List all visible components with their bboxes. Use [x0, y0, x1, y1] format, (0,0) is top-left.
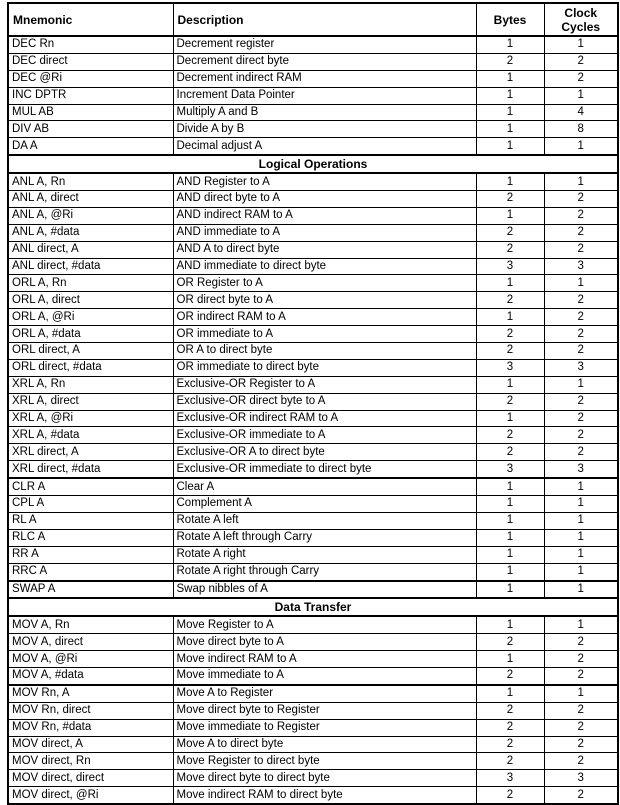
- header-clock-cycles-line2: Cycles: [561, 19, 601, 34]
- description-cell: Exclusive-OR indirect RAM to A: [173, 410, 476, 427]
- table-body: [8, 36, 618, 804]
- bytes-cell: 1: [476, 138, 544, 155]
- table-row: [8, 326, 618, 343]
- clock-cycles-cell: 2: [544, 393, 618, 410]
- table-row: [8, 207, 618, 224]
- bytes-cell: 1: [476, 121, 544, 138]
- description-cell: Exclusive-OR immediate to direct byte: [173, 461, 476, 478]
- bytes-cell: 2: [476, 326, 544, 343]
- table-row: [8, 461, 618, 478]
- description-cell: Complement A: [173, 496, 476, 513]
- description-cell: AND indirect RAM to A: [173, 207, 476, 224]
- description-cell: Move immediate to A: [173, 667, 476, 684]
- bytes-cell: 2: [476, 753, 544, 770]
- table-row: [8, 496, 618, 513]
- table-row: [8, 770, 618, 787]
- mnemonic-cell: XRL A, Rn: [8, 376, 173, 393]
- description-cell: Move immediate to Register: [173, 719, 476, 736]
- header-row: [8, 3, 618, 36]
- description-cell: Move A to direct byte: [173, 736, 476, 753]
- mnemonic-cell: ANL A, direct: [8, 191, 173, 208]
- description-cell: Rotate A right: [173, 546, 476, 563]
- clock-cycles-cell: 2: [544, 70, 618, 87]
- clock-cycles-cell: 1: [544, 581, 618, 599]
- description-cell: Increment Data Pointer: [173, 87, 476, 104]
- table-row: [8, 736, 618, 753]
- mnemonic-cell: MOV direct, direct: [8, 770, 173, 787]
- description-cell: Move direct byte to direct byte: [173, 770, 476, 787]
- table-row: [8, 667, 618, 684]
- bytes-cell: 3: [476, 258, 544, 275]
- clock-cycles-cell: 2: [544, 309, 618, 326]
- table-row: [8, 191, 618, 208]
- mnemonic-cell: ORL direct, A: [8, 343, 173, 360]
- clock-cycles-cell: 1: [544, 173, 618, 190]
- description-cell: Multiply A and B: [173, 104, 476, 121]
- section-data-transfer-title: Data Transfer: [8, 598, 618, 616]
- mnemonic-cell: ORL A, Rn: [8, 275, 173, 292]
- table-row: [8, 309, 618, 326]
- clock-cycles-cell: 2: [544, 634, 618, 651]
- bytes-cell: 2: [476, 444, 544, 461]
- description-cell: Move Register to A: [173, 616, 476, 633]
- mnemonic-cell: DEC @Ri: [8, 70, 173, 87]
- description-cell: OR A to direct byte: [173, 343, 476, 360]
- description-cell: AND immediate to A: [173, 224, 476, 241]
- mnemonic-cell: RR A: [8, 546, 173, 563]
- mnemonic-cell: ANL A, @Ri: [8, 207, 173, 224]
- table-row: [8, 512, 618, 529]
- description-cell: Decrement indirect RAM: [173, 70, 476, 87]
- clock-cycles-cell: 2: [544, 702, 618, 719]
- mnemonic-cell: ANL direct, #data: [8, 258, 173, 275]
- bytes-cell: 1: [476, 275, 544, 292]
- table-row: [8, 563, 618, 580]
- clock-cycles-cell: 3: [544, 359, 618, 376]
- table-row: [8, 529, 618, 546]
- bytes-cell: 3: [476, 770, 544, 787]
- description-cell: Rotate A right through Carry: [173, 563, 476, 580]
- table-row: [8, 546, 618, 563]
- bytes-cell: 2: [476, 292, 544, 309]
- description-cell: Divide A by B: [173, 121, 476, 138]
- bytes-cell: 3: [476, 461, 544, 478]
- clock-cycles-cell: 1: [544, 616, 618, 633]
- mnemonic-cell: ANL direct, A: [8, 241, 173, 258]
- table-row: [8, 258, 618, 275]
- mnemonic-cell: SWAP A: [8, 581, 173, 599]
- table-row: [8, 104, 618, 121]
- bytes-cell: 1: [476, 36, 544, 53]
- clock-cycles-cell: 2: [544, 241, 618, 258]
- bytes-cell: 1: [476, 410, 544, 427]
- mnemonic-cell: MOV direct, @Ri: [8, 787, 173, 804]
- bytes-cell: 2: [476, 634, 544, 651]
- table-row: [8, 685, 618, 702]
- clock-cycles-cell: 2: [544, 53, 618, 70]
- bytes-cell: 2: [476, 719, 544, 736]
- mnemonic-cell: MOV direct, Rn: [8, 753, 173, 770]
- table-row: [8, 376, 618, 393]
- description-cell: OR direct byte to A: [173, 292, 476, 309]
- table-row: [8, 275, 618, 292]
- header-clock-cycles: [544, 3, 618, 36]
- clock-cycles-cell: 2: [544, 651, 618, 668]
- mnemonic-cell: XRL A, @Ri: [8, 410, 173, 427]
- table-row: [8, 173, 618, 190]
- description-cell: AND A to direct byte: [173, 241, 476, 258]
- bytes-cell: 1: [476, 376, 544, 393]
- clock-cycles-cell: 2: [544, 410, 618, 427]
- description-cell: Exclusive-OR A to direct byte: [173, 444, 476, 461]
- mnemonic-cell: MOV A, direct: [8, 634, 173, 651]
- description-cell: Move direct byte to A: [173, 634, 476, 651]
- bytes-cell: 1: [476, 87, 544, 104]
- table-row: [8, 616, 618, 633]
- clock-cycles-cell: 2: [544, 667, 618, 684]
- description-cell: Decrement direct byte: [173, 53, 476, 70]
- table-row: [8, 702, 618, 719]
- bytes-cell: 2: [476, 224, 544, 241]
- mnemonic-cell: MOV A, #data: [8, 667, 173, 684]
- bytes-cell: 1: [476, 70, 544, 87]
- clock-cycles-cell: 2: [544, 736, 618, 753]
- bytes-cell: 2: [476, 736, 544, 753]
- mnemonic-cell: ORL A, @Ri: [8, 309, 173, 326]
- bytes-cell: 1: [476, 104, 544, 121]
- table-row: [8, 70, 618, 87]
- table-row: [8, 36, 618, 53]
- clock-cycles-cell: 2: [544, 753, 618, 770]
- table-row: [8, 478, 618, 495]
- description-cell: AND direct byte to A: [173, 191, 476, 208]
- mnemonic-cell: MOV A, @Ri: [8, 651, 173, 668]
- table-row: [8, 121, 618, 138]
- bytes-cell: 1: [476, 309, 544, 326]
- description-cell: Decimal adjust A: [173, 138, 476, 155]
- description-cell: Rotate A left through Carry: [173, 529, 476, 546]
- clock-cycles-cell: 2: [544, 191, 618, 208]
- section-data-transfer: [8, 598, 618, 616]
- clock-cycles-cell: 2: [544, 224, 618, 241]
- bytes-cell: 1: [476, 685, 544, 702]
- bytes-cell: 2: [476, 343, 544, 360]
- table-row: [8, 651, 618, 668]
- table-row: [8, 410, 618, 427]
- mnemonic-cell: CPL A: [8, 496, 173, 513]
- clock-cycles-cell: 2: [544, 292, 618, 309]
- clock-cycles-cell: 8: [544, 121, 618, 138]
- bytes-cell: 1: [476, 546, 544, 563]
- table-row: [8, 787, 618, 804]
- clock-cycles-cell: 2: [544, 719, 618, 736]
- table-row: [8, 224, 618, 241]
- description-cell: OR indirect RAM to A: [173, 309, 476, 326]
- mnemonic-cell: ORL A, direct: [8, 292, 173, 309]
- table-row: [8, 53, 618, 70]
- description-cell: Swap nibbles of A: [173, 581, 476, 599]
- bytes-cell: 2: [476, 702, 544, 719]
- clock-cycles-cell: 1: [544, 376, 618, 393]
- bytes-cell: 2: [476, 667, 544, 684]
- mnemonic-cell: RRC A: [8, 563, 173, 580]
- bytes-cell: 2: [476, 427, 544, 444]
- mnemonic-cell: ORL A, #data: [8, 326, 173, 343]
- clock-cycles-cell: 2: [544, 444, 618, 461]
- clock-cycles-cell: 1: [544, 546, 618, 563]
- bytes-cell: 1: [476, 529, 544, 546]
- bytes-cell: 1: [476, 496, 544, 513]
- table-row: [8, 581, 618, 599]
- clock-cycles-cell: 3: [544, 770, 618, 787]
- description-cell: Rotate A left: [173, 512, 476, 529]
- mnemonic-cell: CLR A: [8, 478, 173, 495]
- clock-cycles-cell: 4: [544, 104, 618, 121]
- table-row: [8, 427, 618, 444]
- mnemonic-cell: MOV Rn, direct: [8, 702, 173, 719]
- description-cell: AND immediate to direct byte: [173, 258, 476, 275]
- clock-cycles-cell: 2: [544, 427, 618, 444]
- mnemonic-cell: MOV direct, A: [8, 736, 173, 753]
- clock-cycles-cell: 3: [544, 258, 618, 275]
- description-cell: OR Register to A: [173, 275, 476, 292]
- clock-cycles-cell: 2: [544, 787, 618, 804]
- table-row: [8, 634, 618, 651]
- clock-cycles-cell: 1: [544, 138, 618, 155]
- table-row: [8, 343, 618, 360]
- description-cell: Exclusive-OR Register to A: [173, 376, 476, 393]
- mnemonic-cell: MUL AB: [8, 104, 173, 121]
- description-cell: AND Register to A: [173, 173, 476, 190]
- mnemonic-cell: ORL direct, #data: [8, 359, 173, 376]
- bytes-cell: 2: [476, 241, 544, 258]
- mnemonic-cell: RLC A: [8, 529, 173, 546]
- bytes-cell: 1: [476, 207, 544, 224]
- description-cell: OR immediate to direct byte: [173, 359, 476, 376]
- bytes-cell: 3: [476, 359, 544, 376]
- header-mnemonic: Mnemonic: [8, 3, 173, 36]
- clock-cycles-cell: 1: [544, 685, 618, 702]
- mnemonic-cell: XRL direct, #data: [8, 461, 173, 478]
- description-cell: Move indirect RAM to A: [173, 651, 476, 668]
- bytes-cell: 1: [476, 512, 544, 529]
- table-row: [8, 87, 618, 104]
- table-row: [8, 444, 618, 461]
- mnemonic-cell: XRL direct, A: [8, 444, 173, 461]
- bytes-cell: 1: [476, 478, 544, 495]
- clock-cycles-cell: 2: [544, 326, 618, 343]
- table-row: [8, 292, 618, 309]
- clock-cycles-cell: 1: [544, 496, 618, 513]
- bytes-cell: 1: [476, 616, 544, 633]
- table-row: [8, 241, 618, 258]
- description-cell: Exclusive-OR immediate to A: [173, 427, 476, 444]
- clock-cycles-cell: 1: [544, 275, 618, 292]
- mnemonic-cell: ANL A, #data: [8, 224, 173, 241]
- mnemonic-cell: MOV A, Rn: [8, 616, 173, 633]
- header-bytes: Bytes: [476, 3, 544, 36]
- mnemonic-cell: ANL A, Rn: [8, 173, 173, 190]
- mnemonic-cell: INC DPTR: [8, 87, 173, 104]
- section-logical-operations-title: Logical Operations: [8, 155, 618, 173]
- bytes-cell: 2: [476, 393, 544, 410]
- mnemonic-cell: RL A: [8, 512, 173, 529]
- clock-cycles-cell: 2: [544, 207, 618, 224]
- description-cell: Decrement register: [173, 36, 476, 53]
- table-row: [8, 359, 618, 376]
- description-cell: Move Register to direct byte: [173, 753, 476, 770]
- table-row: [8, 393, 618, 410]
- description-cell: Clear A: [173, 478, 476, 495]
- bytes-cell: 1: [476, 563, 544, 580]
- mnemonic-cell: MOV Rn, #data: [8, 719, 173, 736]
- bytes-cell: 1: [476, 581, 544, 599]
- clock-cycles-cell: 1: [544, 563, 618, 580]
- mnemonic-cell: DIV AB: [8, 121, 173, 138]
- clock-cycles-cell: 1: [544, 87, 618, 104]
- clock-cycles-cell: 1: [544, 478, 618, 495]
- bytes-cell: 2: [476, 787, 544, 804]
- clock-cycles-cell: 2: [544, 343, 618, 360]
- header-clock-cycles-line1: Clock: [564, 5, 598, 20]
- table-row: [8, 138, 618, 155]
- mnemonic-cell: XRL A, #data: [8, 427, 173, 444]
- mnemonic-cell: DEC Rn: [8, 36, 173, 53]
- bytes-cell: 2: [476, 191, 544, 208]
- bytes-cell: 1: [476, 651, 544, 668]
- description-cell: Move indirect RAM to direct byte: [173, 787, 476, 804]
- description-cell: Move direct byte to Register: [173, 702, 476, 719]
- instruction-table: [7, 2, 619, 805]
- mnemonic-cell: DA A: [8, 138, 173, 155]
- clock-cycles-cell: 1: [544, 529, 618, 546]
- table-row: [8, 719, 618, 736]
- table-row: [8, 753, 618, 770]
- description-cell: Exclusive-OR direct byte to A: [173, 393, 476, 410]
- clock-cycles-cell: 1: [544, 512, 618, 529]
- header-description: Description: [173, 3, 476, 36]
- description-cell: Move A to Register: [173, 685, 476, 702]
- bytes-cell: 1: [476, 173, 544, 190]
- clock-cycles-cell: 1: [544, 36, 618, 53]
- mnemonic-cell: MOV Rn, A: [8, 685, 173, 702]
- bytes-cell: 2: [476, 53, 544, 70]
- mnemonic-cell: DEC direct: [8, 53, 173, 70]
- clock-cycles-cell: 3: [544, 461, 618, 478]
- mnemonic-cell: XRL A, direct: [8, 393, 173, 410]
- section-logical-operations: [8, 155, 618, 173]
- description-cell: OR immediate to A: [173, 326, 476, 343]
